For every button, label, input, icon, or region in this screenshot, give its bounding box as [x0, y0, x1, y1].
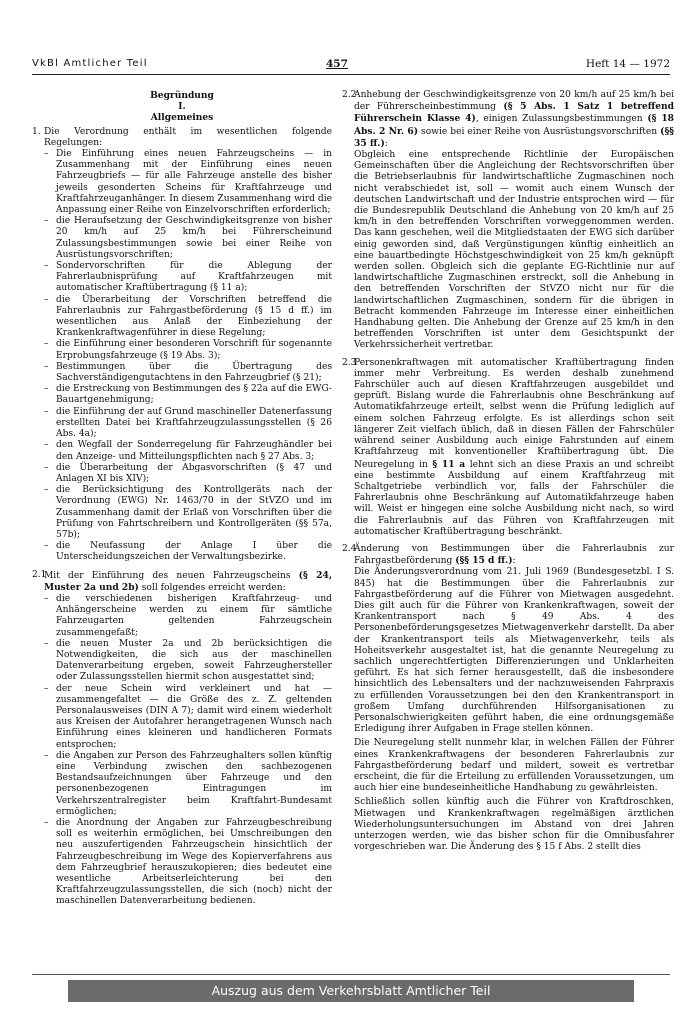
paragraph-reference: (§ 24, Muster 2a und 2b) — [44, 569, 333, 593]
dash-bullet: – — [44, 462, 49, 473]
dash-bullet: – — [44, 818, 49, 828]
dash-bullet: – — [44, 294, 49, 305]
list-item — [32, 541, 332, 563]
paragraph-number: 2.4 — [342, 543, 357, 554]
issue-label: Heft 14 — 1972 — [585, 58, 670, 70]
list-item-text: die Neufassung der Anlage I über die Unterscheidungszeichen der Verwaltungsbezirke. — [56, 541, 332, 563]
paragraph-text: lehnt sich an diese Praxis an und schreibt eine bestimmte Ausbildung auf einem Kraftfahrzeug mit Schaltgetriebe verbindlich vor, falls der Fahrschüler die Fahrerlaubnis ohne Beschränkung auf Automatikfahrzeuge haben will. Weist er hingegen eine solche Ausbildung nicht nach, so wird die Fahrerlaubnis auf das Führen von Kraftfahrzeugen mit automatischer Kraftübertragung beschränkt. — [354, 459, 674, 537]
paragraph-reference: (§ 5 Abs. 1 Satz 1 betreffend Führerschein Klasse 4) — [354, 101, 674, 125]
section-title: Begründung — [150, 90, 214, 101]
section-number: I. — [178, 101, 186, 113]
list-item-text: die Einführung einer besonderen Vorschrift für sogenannte Erprobungsfahrzeuge (§ 19 Abs. 3); — [56, 339, 332, 361]
list-item-text: die Angaben zur Person des Fahrzeughalters sollen künftig eine Verbindung zwischen den sachbezogenen Bestandsaufzeichnungen über Fahrzeuge und den personenbezogenen Eintragungen im Verkehrszentralregister beim Kraftfahrt-Bundesamt ermöglichen; — [56, 750, 332, 817]
list-item — [32, 149, 332, 216]
paragraph-number: 1. — [32, 126, 41, 137]
list-item-text: die Anordnung der Angaben zur Fahrzeugbeschreibung soll es weiterhin ermöglichen, bei Umschreibungen den neu auszufertigenden Fahrzeugschein hinsichtlich der Fahrzeugbeschreibung im Wege des Kopierverfahrens aus dem Fahrzeugbrief herauszukopieren; dies bedeutet eine wesentliche Arbeitserleichterung bei den Kraftfahrzeugzulassungsstellen, die sich (noch) nicht der maschinellen Datenverarbeitung bedienen. — [56, 818, 332, 907]
dash-bullet: – — [44, 593, 49, 604]
list-item — [32, 485, 332, 541]
list-item-text: die Erstreckung von Bestimmungen des § 22a auf die EWG-Bauartgenehmigung; — [56, 384, 332, 406]
header-rule — [32, 74, 670, 75]
list-item-text: der neue Schein wird verkleinert und hat — zusammengefaltet — die Größe des z. Z. geltenden Personalausweises (DIN A 7); damit wird einem wiederholt aus Kreisen der Autofahrer herangetragenen Wunsch nach Einführung eines kleineren und handlicheren Formats entsprochen; — [56, 683, 332, 750]
list-item-text: Bestimmungen über die Übertragung des Sachverständigengutachtens in den Fahrzeugbrief (§ 21); — [56, 361, 332, 384]
paragraph-number: 2.2 — [342, 90, 357, 100]
paragraph-body: Obgleich eine entsprechende Richtlinie der Europäischen Gemeinschaften über die Angleichung der Rechtsvorschriften über die Betriebserlaubnis für landwirtschaftliche Zugmaschinen noch nicht verabschiedet ist, soll — womit auch einem Wunsch der deutschen Landwirtschaft und der Industrie entsprochen wird — für die Bundesrepublik Deutschland die Anhebung von 20 km/h auf 25 km/h in den betreffenden Vorschriften vorweggenommen werden. Das kann geschehen, weil die Mitgliedstaaten der EWG sich darüber einig geworden sind, daß Vergünstigungen künftig einheitlich an eine bauartbedingte Höchstgeschwindigkeit von 25 km/h geknüpft werden sollen. Obgleich sich die geplante EG-Richtlinie nur auf landwirtschaftliche Zugmaschinen erstreckt, soll die Anhebung in den betreffenden Vorschriften der StVZO nicht nur für die landwirtschaftlichen Zugmaschinen, sondern für die übrigen in Betracht kommenden Fahrzeuge im Interesse einer einheitlichen Handhabung gelten. Die Anhebung der Grenze auf 25 km/h in den betreffenden Vorschriften ist unter dem Gesichtspunkt der Verkehrssicherheit vertretbar. — [354, 150, 674, 351]
paragraph-reference: (§§ 15 d ff.) — [455, 555, 513, 567]
right-column — [342, 90, 674, 853]
paragraph-text: Änderung von Bestimmungen über die Fahrerlaubnis zur Fahrgastbeförderung — [354, 543, 674, 567]
paragraph-text: , einigen Zulassungsbestimmungen — [475, 114, 648, 125]
paragraph-2-3 — [342, 358, 674, 538]
paragraph-text: Anhebung der Geschwindigkeitsgrenze von 20 km/h auf 25 km/h bei der Führerscheinbestimmung — [354, 90, 674, 113]
paragraph-text: Personenkraftwagen mit automatischer Kraftübertragung finden immer mehr Verbreitung. Es werden deshalb zunehmend Fahrschüler auch auf diesen Kraftfahrzeugen ausgebildet und geprüft. Bislang wurde die Fahrerlaubnis ohne Beschränkung auf Automatikfahrzeuge erteilt, selbst wenn die Prüfung lediglich auf einem solchen Fahrzeug erfolgte. Es ist allerdings schon seit längerer Zeit vielfach üblich, daß in diesen Fällen der Fahrschüler während seiner Ausbildung auch einige Fahrstunden auf einem Kraftfahrzeug mit konventioneller Kraftübertragung übt. Die Neuregelung in — [354, 357, 674, 470]
list-item — [32, 216, 332, 261]
footer-banner: Auszug aus dem Verkehrsblatt Amtlicher Teil — [68, 980, 634, 1002]
goals-list — [32, 594, 332, 908]
list-item-text: die Überarbeitung der Vorschriften betreffend die Fahrerlaubnis zur Fahrgastbeförderung (§ 15 d ff.) im wesentlichen aus Anlaß der Einbeziehung der Krankenkraftwagenführer in diese Regelung; — [56, 294, 332, 339]
dash-bullet: – — [44, 750, 49, 761]
list-item — [32, 594, 332, 639]
list-item-text: die Einführung der auf Grund maschineller Datenerfassung erstellten Datei bei Kraftfahrzeugzulassungsstellen (§ 26 Abs. 4a); — [56, 406, 332, 440]
paragraph-2-1 — [32, 570, 332, 594]
paragraph-text: soll folgendes erreicht werden: — [138, 582, 286, 593]
dash-bullet: – — [44, 261, 49, 272]
dash-bullet: – — [44, 440, 49, 451]
list-item-text: die Heraufsetzung der Geschwindigkeitsgrenze von bisher 20 km/h auf 25 km/h bei Führerscheinund Zulassungsbestimmungen sowie bei einer Reihe von Ausrüstungsvorschriften; — [56, 216, 332, 260]
list-item — [32, 261, 332, 295]
paragraph-text: : — [384, 138, 388, 149]
footer-rule — [32, 974, 670, 975]
journal-name: VkBl Amtlicher Teil — [32, 58, 148, 69]
dash-bullet: – — [44, 638, 49, 649]
section-subtitle: Allgemeines — [150, 112, 214, 124]
paragraph-2-4 — [342, 544, 674, 853]
dash-bullet: – — [44, 361, 49, 372]
list-item-text: die Berücksichtigung des Kontrollgeräts nach der Verordnung (EWG) Nr. 1463/70 in der StVZO und im Zusammenhang damit der Erlaß von Vorschriften über die Prüfung von Fahrtschreibern und Kontrollgeräten (§§ 57a, 57b); — [56, 485, 332, 540]
paragraph-number: 2.3 — [342, 357, 357, 368]
paragraph-2-2 — [342, 90, 674, 352]
paragraph-number: 2.1 — [32, 569, 47, 580]
paragraph-text: sowie bei einer Reihe von Ausrüstungsvorschriften — [418, 126, 661, 137]
list-item-text: die neuen Muster 2a und 2b berücksichtigen die Notwendigkeiten, die sich aus der maschinellen Datenverarbeitung ergeben, soweit Fahrzeughersteller oder Zulassungsstellen hiermit schon ausgestattet sind; — [56, 638, 332, 683]
list-item — [32, 440, 332, 462]
list-item-text: die verschiedenen bisherigen Kraftfahrzeug- und Anhängerscheine werden zu einem für sämtliche Fahrzeugarten geltenden Fahrzeugschein zusammengefaßt; — [56, 593, 332, 638]
page-number: 457 — [326, 58, 348, 70]
dash-bullet: – — [44, 406, 49, 417]
list-item — [32, 818, 332, 908]
dash-bullet: – — [44, 339, 49, 350]
list-item-text: die Überarbeitung der Abgasvorschriften (§ 47 und Anlagen XI bis XIV); — [56, 462, 332, 484]
list-item — [32, 407, 332, 441]
paragraph-text: Die Verordnung enthält im wesentlichen folgende Regelungen: — [44, 126, 332, 148]
list-item — [32, 362, 332, 384]
dash-bullet: – — [44, 149, 49, 160]
list-item-text: Sondervorschriften für die Ablegung der Fahrerlaubnisprüfung auf Kraftfahrzeugen mit automatischer Kraftübertragung (§ 11 a); — [56, 261, 332, 294]
left-column — [32, 90, 332, 908]
list-item — [32, 295, 332, 340]
list-item — [32, 639, 332, 684]
list-item-text: Die Einführung eines neuen Fahrzeugscheins — in Zusammenhang mit der Einführung eines neuen Fahrzeugbriefs — für alle Fahrzeuge anstelle des bisher jeweils gesonderten Scheins für Kraftfahrzeuge und Kraftfahrzeuganhänger. In diesem Zusammenhang wird die Anpassung einer Reihe von Einzelvorschriften erforderlich; — [56, 149, 332, 216]
regulation-list — [32, 149, 332, 564]
list-item — [32, 684, 332, 751]
paragraph-body: Die Neuregelung stellt nunmehr klar, in welchen Fällen der Führer eines Krankenkraftwagens der besonderen Fahrerlaubnis zur Fahrgastbeförderung bedarf und mildert, soweit es vertretbar erscheint, die für die Erteilung zu erfüllenden Voraussetzungen, um auch hier eine bundeseinheitliche Handhabung zu gewährleisten. — [354, 738, 674, 794]
list-item — [32, 751, 332, 818]
dash-bullet: – — [44, 485, 49, 496]
dash-bullet: – — [44, 683, 49, 694]
list-item — [32, 463, 332, 485]
paragraph-reference: (§ 18 Abs. 2 Nr. 6) — [354, 113, 674, 137]
list-item — [32, 384, 332, 406]
dash-bullet: – — [44, 216, 49, 227]
paragraph-body: Schließlich sollen künftig auch die Führer von Kraftdroschken, Mietwagen und Krankenkraftwagen regelmäßigen ärztlichen Wiederholungsuntersuchungen im Abstand von drei Jahren unterzogen werden, wie das bisher schon für die Omnibusfahrer vorgeschrieben war. Die Änderung des § 15 f Abs. 2 stellt dies — [354, 797, 674, 853]
paragraph-text: : — [512, 556, 516, 567]
dash-bullet: – — [44, 384, 49, 395]
paragraph-text: Mit der Einführung des neuen Fahrzeugscheins — [44, 570, 299, 581]
list-item — [32, 339, 332, 361]
running-header — [32, 58, 670, 72]
paragraph-body: Die Änderungsverordnung vom 21. Juli 1969 (Bundesgesetzbl. I S. 845) hat die Bestimmungen über die Fahrerlaubnis zur Fahrgastbeförderung auf die Führer von Mietwagen ausgedehnt. Dies gilt auch für die Führer von Krankenkraftwagen, soweit der Krankentransport nach § 49 Abs. 4 des Personenbeförderungsgesetzes Mietwagenverkehr darstellt. Da aber der Krankentransport teils als Mietwagenverkehr, teils als Hoheitsverkehr ausgestaltet ist, hat die genannte Neuregelung zu sachlich ungerechtfertigten Differenzierungen und Unklarheiten geführt. Es hat sich ferner herausgestellt, daß die insbesondere hinsichtlich des Lebensalters und der nachzuweisenden Fahrpraxis zu erfüllenden Voraussetzungen bei den den Krankentransport in großem Umfang durchführenden Hilfsorganisationen zu Personalschwierigkeiten geführt haben, die eine ordnungsgemäße Erledigung ihrer Aufgaben in Frage stellen können. — [354, 567, 674, 735]
list-item-text: den Wegfall der Sonderregelung für Fahrzeughändler bei den Anzeige- und Mitteilungspflichten nach § 27 Abs. 3; — [56, 440, 332, 462]
paragraph-reference: (§§ 35 ff.) — [354, 125, 674, 149]
paragraph-1 — [32, 127, 332, 149]
dash-bullet: – — [44, 541, 49, 552]
paragraph-reference: § 11 a — [432, 458, 466, 470]
